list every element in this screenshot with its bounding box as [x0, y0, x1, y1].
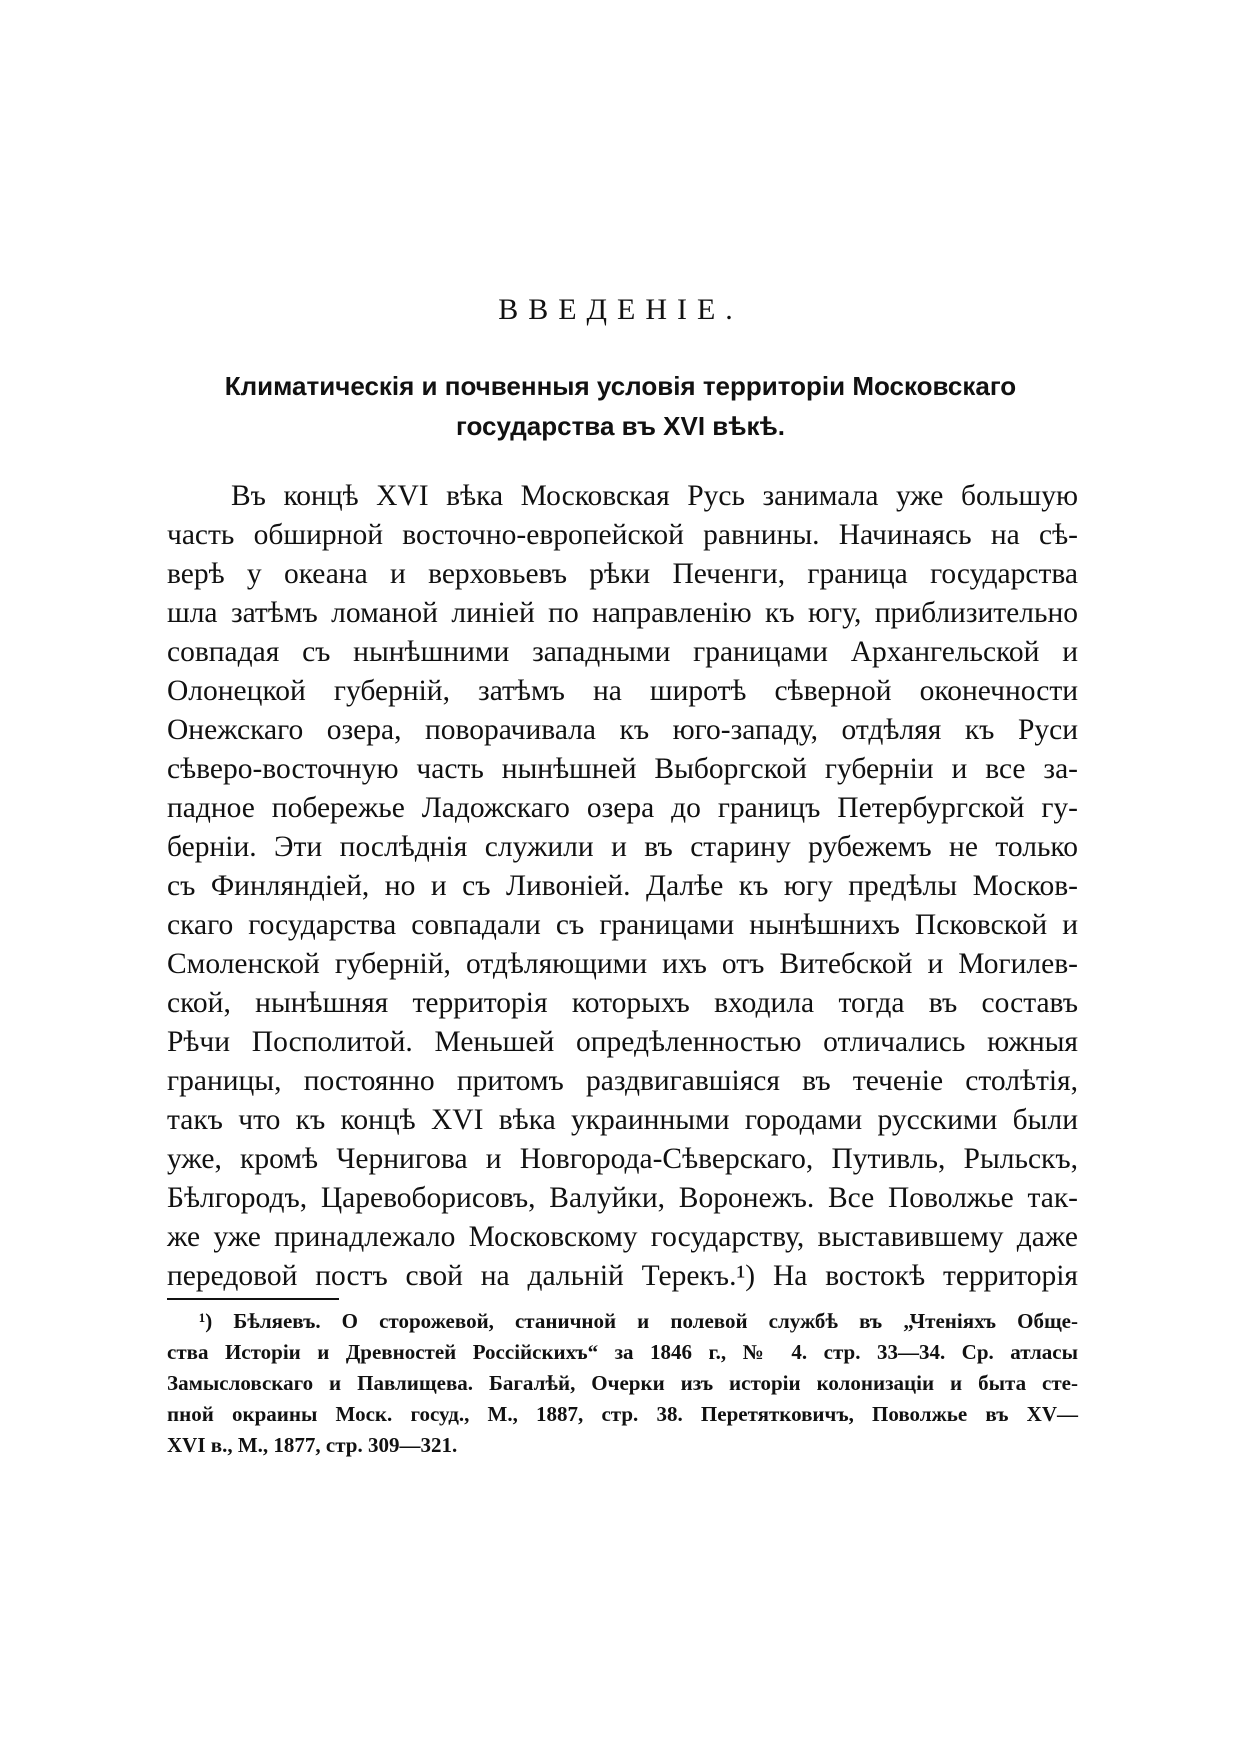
chapter-heading: ВВЕДЕНІЕ. — [498, 293, 743, 326]
paragraph-line: совпадая съ нынѣшними западными границами Архангельской и — [167, 636, 1078, 668]
paragraph-line: скаго государства совпадали съ границами нынѣшнихъ Псковской и — [167, 909, 1078, 941]
paragraph-line: шла затѣмъ ломаной линіей по направленію къ югу, приблизительно — [167, 597, 1078, 629]
subheading-line: государства въ XVI вѣкѣ. — [455, 411, 786, 441]
paragraph-line: часть обширной восточно-европейской равнины. Начинаясь на сѣ- — [167, 519, 1078, 551]
paragraph-line: Бѣлгородъ, Царевоборисовъ, Валуйки, Воронежъ. Все Поволжье так- — [167, 1182, 1078, 1214]
footnote-divider — [167, 1298, 339, 1300]
footnote-line: XVI в., М., 1877, стр. 309—321. — [167, 1433, 458, 1457]
paragraph-line: границы, постоянно притомъ раздвигавшіяся въ теченіе столѣтія, — [167, 1065, 1078, 1097]
footnote-line: Замысловскаго и Павлищева. Багалѣй, Очерки изъ исторіи колонизаціи и быта сте- — [167, 1371, 1078, 1395]
paragraph-line: такъ что къ концѣ XVI вѣка украинными городами русскими были — [167, 1104, 1078, 1136]
footnote-line: ства Исторіи и Древностей Россійскихъ“ за 1846 г., № 4. стр. 33—34. Ср. атласы — [167, 1340, 1078, 1364]
paragraph-line: Онежскаго озера, поворачивала къ юго-западу, отдѣляя къ Руси — [167, 714, 1078, 746]
paragraph-line: Въ концѣ XVI вѣка Московская Русь занимала уже большую — [231, 480, 1078, 512]
paragraph-line: ской, нынѣшняя территорія которыхъ входила тогда въ составъ — [167, 987, 1078, 1019]
paragraph-line: сѣверо-восточную часть нынѣшней Выборгской губерніи и все за- — [167, 753, 1078, 785]
paragraph-line: верѣ у океана и верховьевъ рѣки Печенги, граница государства — [167, 558, 1078, 590]
footnote — [167, 1306, 1078, 1461]
paragraph-line: берніи. Эти послѣднія служили и въ старину рубежемъ не только — [167, 831, 1078, 863]
footnote-line: ¹) Бѣляевъ. О сторожевой, станичной и полевой службѣ въ „Чтеніяхъ Обще- — [199, 1309, 1078, 1333]
main-paragraph — [167, 477, 1078, 1296]
paragraph-line: Рѣчи Посполитой. Меньшей опредѣленностью отличались южныя — [167, 1026, 1078, 1058]
paragraph-line: же уже принадлежало Московскому государству, выставившему даже — [167, 1221, 1078, 1253]
paragraph-line: уже, кромѣ Чернигова и Новгорода-Сѣверскаго, Путивль, Рыльскъ, — [167, 1143, 1078, 1175]
paragraph-line: Смоленской губерній, отдѣляющими ихъ отъ Витебской и Могилев- — [167, 948, 1078, 980]
chapter-subheading — [0, 366, 1241, 446]
paragraph-line: падное побережье Ладожскаго озера до границъ Петербургской гу- — [167, 792, 1078, 824]
paragraph-line: Олонецкой губерній, затѣмъ на широтѣ сѣверной оконечности — [167, 675, 1078, 707]
subheading-line: Климатическія и почвенныя условія территоріи Московскаго — [224, 371, 1017, 401]
footnote-line: пной окраины Моск. госуд., М., 1887, стр. 38. Перетятковичъ, Поволжье въ XV— — [167, 1402, 1078, 1426]
paragraph-line: передовой постъ свой на дальній Терекъ.¹) На востокѣ территорія — [167, 1260, 1078, 1292]
paragraph-line: съ Финляндіей, но и съ Ливоніей. Далѣе къ югу предѣлы Москов- — [167, 870, 1078, 902]
